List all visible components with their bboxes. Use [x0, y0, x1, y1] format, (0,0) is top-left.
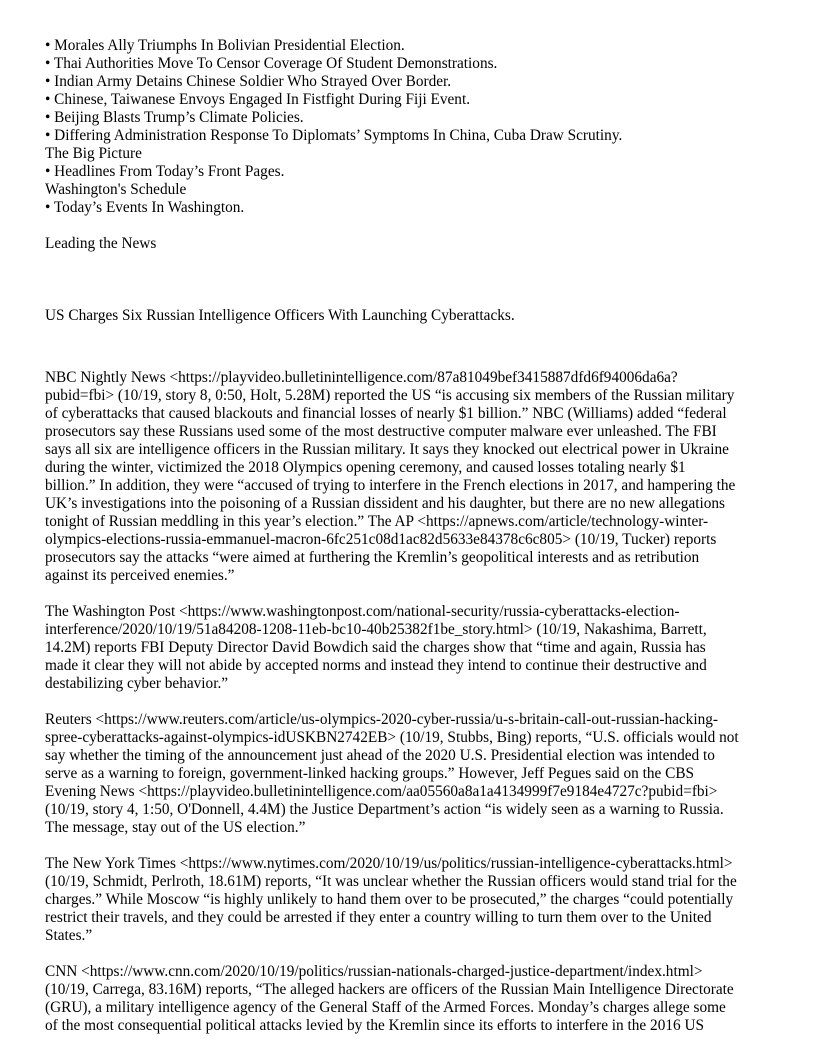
paragraph-line: interference/2020/10/19/51a84208-1208-11eb-bc10-40b25382f1be_story.html> (10/19, Nakashima, Barrett, [45, 621, 707, 638]
paragraph-line: of cyberattacks that caused blackouts and financial losses of nearly $1 billion.” NBC (Williams) added “federal [45, 405, 727, 422]
paragraph-line: made it clear they will not abide by accepted norms and instead they intend to continue their destructive and [45, 657, 707, 674]
paragraph-line: Evening News <https://playvideo.bulletinintelligence.com/aa05560a8a1a4134999f7e9184e4727c?pubid=fbi> [45, 783, 718, 800]
spacer [45, 325, 775, 361]
spacer [45, 217, 775, 235]
paragraph-line: spree-cyberattacks-against-olympics-idUSKBN2742EB> (10/19, Stubbs, Bing) reports, “U.S. officials would not [45, 729, 739, 746]
schedule-item[interactable]: • Today’s Events In Washington. [45, 199, 245, 216]
news-paragraph [45, 603, 775, 693]
toc-item[interactable]: • Thai Authorities Move To Censor Coverage Of Student Demonstrations. [45, 55, 498, 72]
big-picture-item[interactable]: • Headlines From Today’s Front Pages. [45, 163, 285, 180]
paragraph-line: says all six are intelligence officers in the Russian military. It says they knocked out electrical power in Ukraine [45, 441, 729, 458]
news-paragraph [45, 963, 775, 1035]
paragraph-line: serve as a warning to foreign, government-linked hacking groups.” However, Jeff Pegues said on the CBS [45, 765, 695, 782]
story-title: US Charges Six Russian Intelligence Officers With Launching Cyberattacks. [45, 307, 515, 324]
paragraph-line: The message, stay out of the US election.” [45, 819, 306, 836]
paragraph-line: 14.2M) reports FBI Deputy Director David Bowdich said the charges show that “time and again, Russia has [45, 639, 706, 656]
toc-item[interactable]: • Chinese, Taiwanese Envoys Engaged In Fistfight During Fiji Event. [45, 91, 471, 108]
spacer [45, 945, 775, 963]
spacer [45, 289, 775, 307]
news-paragraph [45, 855, 775, 945]
paragraph-line: prosecutors say these Russians used some of the most destructive computer malware ever unleashed. The FBI [45, 423, 717, 440]
toc-item[interactable]: • Morales Ally Triumphs In Bolivian Presidential Election. [45, 37, 405, 54]
paragraph-line: tonight of Russian meddling in this year’s election.” The AP <https://apnews.com/article/technology-winter- [45, 513, 709, 530]
paragraph-line: say whether the timing of the announcement just ahead of the 2020 U.S. Presidential election was intended to [45, 747, 715, 764]
big-picture-heading: The Big Picture [45, 145, 142, 162]
spacer [45, 253, 775, 289]
spacer [45, 693, 775, 711]
paragraph-line: (10/19, story 4, 1:50, O'Donnell, 4.4M) the Justice Department’s action “is widely seen as a warning to Russia. [45, 801, 724, 818]
spacer [45, 361, 775, 369]
paragraph-line: of the most consequential political attacks levied by the Kremlin since its efforts to interfere in the 2016 US [45, 1017, 705, 1034]
news-paragraph [45, 369, 775, 585]
paragraph-line: The New York Times <https://www.nytimes.com/2020/10/19/us/politics/russian-intelligence-cyberattacks.html> [45, 855, 733, 872]
news-paragraph [45, 711, 775, 837]
toc-item[interactable]: • Beijing Blasts Trump’s Climate Policies. [45, 109, 304, 126]
paragraph-line: The Washington Post <https://www.washingtonpost.com/national-security/russia-cyberattacks-election- [45, 603, 680, 620]
paragraph-line: against its perceived enemies.” [45, 567, 235, 584]
section-heading: Leading the News [45, 235, 157, 252]
paragraph-line: CNN <https://www.cnn.com/2020/10/19/politics/russian-nationals-charged-justice-department/index.html> [45, 963, 703, 980]
spacer [45, 837, 775, 855]
paragraph-line: billion.” In addition, they were “accused of trying to interfere in the French elections in 2017, and hampering the [45, 477, 736, 494]
paragraph-line: (10/19, Carrega, 83.16M) reports, “The alleged hackers are officers of the Russian Main Intelligence Directorate [45, 981, 734, 998]
document-page [45, 37, 775, 1035]
paragraph-line: prosecutors say the attacks “were aimed at furthering the Kremlin’s geopolitical interests and as retribution [45, 549, 700, 566]
paragraph-line: States.” [45, 927, 93, 944]
paragraph-line: restrict their travels, and they could be arrested if they enter a country willing to turn them over to the United [45, 909, 712, 926]
paragraph-line: charges.” While Moscow “is highly unlikely to hand them over to be prosecuted,” the charges “could potentially [45, 891, 734, 908]
paragraph-line: UK’s investigations into the poisoning of a Russian dissident and his daughter, but there are no new allegations [45, 495, 725, 512]
paragraph-line: (GRU), a military intelligence agency of the General Staff of the Armed Forces. Monday’s charges allege some [45, 999, 726, 1016]
toc-item[interactable]: • Differing Administration Response To Diplomats’ Symptoms In China, Cuba Draw Scrutiny. [45, 127, 623, 144]
paragraph-line: (10/19, Schmidt, Perlroth, 18.61M) reports, “It was unclear whether the Russian officers would stand trial for the [45, 873, 737, 890]
schedule-heading: Washington's Schedule [45, 181, 187, 198]
spacer [45, 585, 775, 603]
paragraph-line: destabilizing cyber behavior.” [45, 675, 229, 692]
paragraph-line: NBC Nightly News <https://playvideo.bulletinintelligence.com/87a81049bef3415887dfd6f94006da6a? [45, 369, 678, 386]
paragraph-line: pubid=fbi> (10/19, story 8, 0:50, Holt, 5.28M) reported the US “is accusing six members of the Russian military [45, 387, 735, 404]
paragraph-line: during the winter, victimized the 2018 Olympics opening ceremony, and caused losses totaling nearly $1 [45, 459, 686, 476]
toc-list [45, 37, 775, 145]
toc-item[interactable]: • Indian Army Detains Chinese Soldier Who Strayed Over Border. [45, 73, 452, 90]
paragraph-line: Reuters <https://www.reuters.com/article/us-olympics-2020-cyber-russia/u-s-britain-call-out-russian-hacking- [45, 711, 718, 728]
paragraph-line: olympics-elections-russia-emmanuel-macron-6fc251c08d1ac82d5633e84378c6c805> (10/19, Tucker) reports [45, 531, 717, 548]
